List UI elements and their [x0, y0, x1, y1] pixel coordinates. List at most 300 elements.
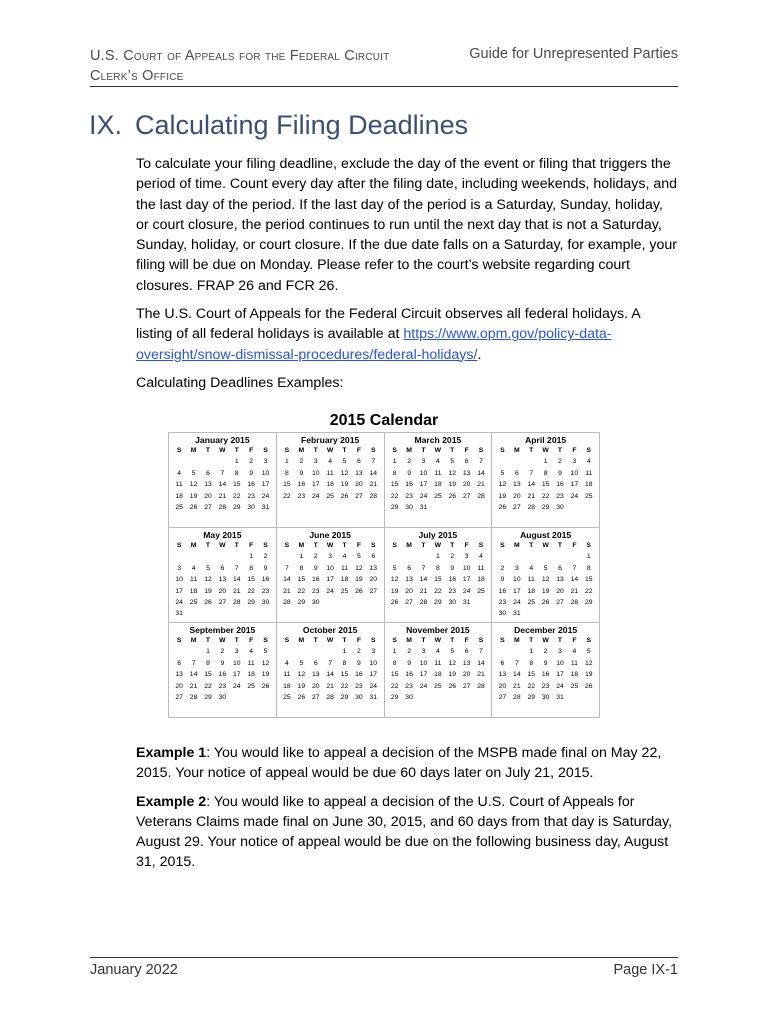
calendar-week [280, 563, 381, 574]
calendar-week [280, 597, 381, 608]
month-name: July 2015 [418, 530, 458, 540]
calendar-day: 28 [477, 682, 485, 690]
month-name: February 2015 [300, 435, 360, 445]
calendar-day: 18 [247, 671, 255, 679]
calendar-day [230, 608, 244, 619]
calendar-2015 [168, 410, 600, 718]
calendar-day: 2 [407, 458, 411, 466]
weekday-label: T [313, 447, 318, 454]
weekday-header [388, 635, 489, 646]
calendar-day: 5 [299, 659, 304, 667]
calendar-day: 11 [340, 564, 349, 572]
calendar-day: 25 [283, 694, 291, 702]
month-name: January 2015 [195, 435, 250, 445]
calendar-week [388, 491, 489, 502]
calendar-day: 5 [543, 564, 548, 572]
calendar-week [280, 692, 381, 703]
calendar-month [385, 528, 493, 623]
body-text [136, 154, 678, 401]
calendar-day: 16 [261, 576, 270, 584]
calendar-day [280, 646, 294, 657]
calendar-day: 13 [204, 481, 212, 489]
calendar-day: 20 [369, 576, 378, 584]
calendar-day: 23 [261, 587, 270, 595]
calendar-day [567, 551, 581, 562]
calendar-week [280, 491, 381, 502]
calendar-day: 16 [498, 587, 507, 595]
calendar-day: 29 [434, 599, 442, 607]
calendar-day: 12 [448, 659, 457, 667]
calendar-day: 21 [513, 682, 521, 690]
calendar-day: 23 [405, 682, 413, 690]
calendar-day: 23 [556, 492, 564, 500]
weekday-label: T [450, 447, 455, 454]
calendar-day: 13 [369, 564, 378, 572]
calendar-day: 9 [249, 469, 254, 477]
calendar-day: 20 [462, 481, 471, 489]
calendar-day: 10 [570, 469, 579, 477]
calendar-day: 1 [529, 648, 534, 656]
calendar-week [388, 681, 489, 692]
calendar-day: 4 [177, 469, 182, 477]
calendar-day: 13 [498, 671, 507, 679]
calendar-day: 1 [285, 458, 289, 466]
calendar-day: 6 [464, 648, 469, 656]
calendar-day: 4 [586, 458, 591, 466]
calendar-day: 1 [299, 553, 304, 561]
calendar-day: 17 [175, 587, 183, 595]
calendar-day [201, 456, 215, 467]
calendar-day: 3 [514, 564, 519, 572]
calendar-week [172, 646, 273, 657]
calendar-day [553, 608, 567, 619]
calendar-week [280, 574, 381, 585]
calendar-day: 26 [390, 599, 399, 607]
calendar-day [186, 608, 200, 619]
calendar-day [172, 456, 186, 467]
calendar-day: 5 [450, 648, 455, 656]
calendar-day: 14 [232, 576, 241, 584]
calendar-day: 30 [448, 599, 457, 607]
calendar-day: 25 [189, 599, 198, 607]
calendar-day: 31 [513, 610, 521, 618]
calendar-day: 19 [261, 671, 270, 679]
calendar-day: 30 [541, 694, 550, 702]
calendar-week [495, 479, 596, 490]
calendar-day: 14 [477, 469, 485, 477]
calendar-day: 26 [189, 504, 198, 512]
calendar-day: 7 [371, 458, 376, 466]
weekday-label: F [356, 637, 361, 644]
calendar-day: 16 [297, 481, 306, 489]
weekday-header [280, 635, 381, 646]
calendar-day: 27 [311, 694, 320, 702]
month-name: May 2015 [203, 530, 242, 540]
calendar-day: 8 [234, 469, 239, 477]
calendar-day: 6 [313, 659, 318, 667]
calendar-day: 21 [326, 682, 334, 690]
weekday-label: T [234, 447, 239, 454]
calendar-day: 10 [513, 576, 521, 584]
calendar-day: 22 [247, 587, 255, 595]
calendar-day: 26 [355, 587, 363, 595]
calendar-day [524, 456, 538, 467]
calendar-day [388, 551, 402, 562]
calendar-day [431, 502, 445, 513]
calendar-week [495, 669, 596, 680]
calendar-day: 2 [543, 648, 548, 656]
calendar-day: 19 [297, 682, 306, 690]
calendar-week [172, 551, 273, 562]
calendar-day [215, 608, 229, 619]
calendar-day: 20 [405, 587, 413, 595]
calendar-day [337, 597, 351, 608]
calendar-day: 27 [513, 504, 521, 512]
calendar-day: 4 [191, 564, 196, 572]
calendar-week [388, 563, 489, 574]
calendar-day: 2 [299, 458, 304, 466]
calendar-day: 8 [249, 564, 254, 572]
calendar-day: 24 [462, 587, 471, 595]
calendar-day: 4 [572, 648, 577, 656]
calendar-week [388, 646, 489, 657]
calendar-day [538, 551, 552, 562]
calendar-day: 1 [342, 648, 347, 656]
calendar-day: 10 [419, 469, 428, 477]
calendar-day: 15 [247, 576, 255, 584]
calendar-day: 13 [462, 469, 471, 477]
calendar-day: 15 [527, 671, 535, 679]
calendar-day: 19 [448, 481, 457, 489]
calendar-day: 4 [529, 564, 534, 572]
calendar-day: 8 [529, 659, 534, 667]
calendar-day [366, 597, 380, 608]
calendar-day: 25 [585, 492, 593, 500]
header-divider [90, 86, 678, 87]
calendar-day: 30 [556, 504, 564, 512]
header-court-block [90, 46, 389, 86]
calendar-day [524, 608, 538, 619]
weekday-label: T [529, 447, 534, 454]
calendar-day [474, 692, 488, 703]
calendar-day: 12 [340, 469, 349, 477]
calendar-day: 2 [500, 564, 505, 572]
weekday-label: T [557, 542, 563, 549]
holidays-text: The U.S. Court of Appeals for the Federal Circuit observes all federal holidays. A listing of all federal holidays is available at [136, 306, 640, 343]
calendar-day: 24 [232, 682, 241, 690]
calendar-week [172, 491, 273, 502]
calendar-day: 28 [189, 694, 198, 702]
calendar-day [201, 551, 215, 562]
calendar-week [495, 681, 596, 692]
calendar-day: 15 [297, 576, 306, 584]
calendar-day: 9 [500, 576, 505, 584]
calendar-day: 21 [419, 587, 428, 595]
calendar-day: 20 [355, 481, 363, 489]
calendar-day: 31 [175, 610, 183, 618]
calendar-week [172, 658, 273, 669]
calendar-day: 18 [340, 576, 349, 584]
calendar-day: 23 [311, 587, 320, 595]
calendar-day: 18 [434, 481, 442, 489]
weekday-header [280, 540, 381, 551]
weekday-label: S [392, 637, 397, 644]
calendar-day: 2 [357, 648, 361, 656]
weekday-label: S [371, 542, 376, 549]
calendar-day: 7 [191, 659, 196, 667]
weekday-label: S [371, 447, 376, 454]
weekday-label: S [263, 637, 268, 644]
calendar-day: 4 [479, 553, 483, 561]
calendar-day [244, 608, 258, 619]
calendar-day: 28 [477, 492, 485, 500]
calendar-day: 5 [450, 458, 455, 466]
calendar-day: 24 [175, 599, 183, 607]
weekday-label: T [557, 637, 563, 644]
calendar-day: 24 [556, 682, 564, 690]
calendar-day: 24 [311, 492, 320, 500]
calendar-week [172, 563, 273, 574]
calendar-day [474, 597, 488, 608]
calendar-day [567, 502, 581, 513]
calendar-day [445, 692, 459, 703]
calendar-day: 7 [479, 648, 483, 656]
calendar-day: 7 [328, 659, 332, 667]
month-name: December 2015 [514, 625, 578, 635]
calendar-day: 9 [558, 469, 562, 477]
calendar-day [258, 692, 272, 703]
example-2 [136, 792, 678, 873]
weekday-label: S [284, 447, 290, 454]
calendar-week [495, 586, 596, 597]
weekday-label: W [434, 637, 442, 644]
calendar-month [277, 623, 385, 718]
calendar-week [280, 586, 381, 597]
calendar-day [416, 692, 430, 703]
calendar-day: 13 [355, 469, 363, 477]
calendar-day: 30 [247, 504, 255, 512]
calendar-week [495, 608, 596, 619]
weekday-label: M [406, 637, 412, 644]
calendar-day: 29 [247, 599, 255, 607]
calendar-day: 21 [232, 587, 241, 595]
calendar-week [172, 692, 273, 703]
calendar-day: 28 [527, 504, 535, 512]
calendar-day: 25 [175, 504, 183, 512]
calendar-week [172, 502, 273, 513]
calendar-week [172, 681, 273, 692]
calendar-week [280, 468, 381, 479]
calendar-day: 6 [407, 564, 411, 572]
calendar-day: 20 [218, 587, 227, 595]
calendar-day: 2 [313, 553, 318, 561]
calendar-day [416, 551, 430, 562]
calendar-day: 7 [572, 564, 577, 572]
weekday-label: F [356, 447, 361, 454]
calendar-day [201, 608, 215, 619]
calendar-day: 17 [369, 671, 378, 679]
calendar-day [323, 597, 337, 608]
calendar-day: 27 [405, 599, 413, 607]
calendar-day: 27 [498, 694, 507, 702]
calendar-day: 9 [299, 469, 304, 477]
weekday-label: S [500, 542, 505, 549]
calendar-day: 20 [513, 492, 521, 500]
calendar-day: 14 [369, 469, 378, 477]
calendar-day: 18 [477, 576, 485, 584]
calendar-day: 15 [283, 481, 291, 489]
calendar-day: 1 [543, 458, 548, 466]
calendar-day: 16 [218, 671, 227, 679]
calendar-week [172, 597, 273, 608]
calendar-month [169, 433, 277, 528]
calendar-week [495, 563, 596, 574]
calendar-day: 10 [326, 564, 334, 572]
calendar-day: 15 [585, 576, 593, 584]
calendar-week [495, 692, 596, 703]
calendar-week [172, 586, 273, 597]
calendar-day: 17 [419, 671, 428, 679]
calendar-day: 24 [419, 492, 428, 500]
calendar-week [495, 658, 596, 669]
weekday-label: M [298, 637, 305, 644]
calendar-week [388, 597, 489, 608]
weekday-label: T [205, 542, 211, 549]
calendar-day: 6 [464, 458, 469, 466]
weekday-label: F [572, 637, 577, 644]
calendar-day: 4 [328, 458, 332, 466]
calendar-week [388, 658, 489, 669]
weekday-label: W [542, 447, 549, 454]
calendar-day: 26 [541, 599, 550, 607]
calendar-month [492, 528, 600, 623]
calendar-day: 4 [249, 648, 254, 656]
calendar-day [294, 646, 308, 657]
calendar-day: 18 [283, 682, 291, 690]
weekday-label: M [406, 542, 412, 549]
weekday-header [172, 445, 273, 456]
calendar-day: 24 [419, 682, 428, 690]
calendar-day: 17 [326, 576, 334, 584]
calendar-day [567, 692, 581, 703]
calendar-day: 18 [189, 587, 198, 595]
calendar-day: 19 [189, 492, 198, 500]
calendar-day: 28 [283, 599, 291, 607]
calendar-day: 23 [247, 492, 255, 500]
weekday-label: S [284, 542, 290, 549]
calendar-day: 21 [570, 587, 579, 595]
calendar-month [277, 528, 385, 623]
calendar-day: 24 [369, 682, 378, 690]
calendar-day: 20 [311, 682, 320, 690]
calendar-day: 13 [556, 576, 564, 584]
calendar-day: 9 [313, 564, 318, 572]
calendar-day [495, 456, 509, 467]
weekday-label: T [421, 447, 426, 454]
calendar-day: 29 [340, 694, 349, 702]
weekday-label: F [464, 637, 469, 644]
calendar-day: 12 [541, 576, 550, 584]
calendar-day: 3 [421, 648, 426, 656]
calendar-day: 3 [421, 458, 426, 466]
calendar-day: 12 [498, 481, 507, 489]
examples-section [136, 743, 678, 881]
weekday-label: T [313, 637, 318, 644]
calendar-day: 19 [585, 671, 593, 679]
calendar-day: 24 [570, 492, 579, 500]
footer-date: January 2022 [90, 962, 178, 978]
chapter-title: Calculating Filing Deadlines [135, 110, 469, 140]
calendar-day: 2 [249, 458, 254, 466]
calendar-day: 30 [405, 694, 413, 702]
calendar-day: 25 [247, 682, 255, 690]
calendar-day: 30 [311, 599, 320, 607]
calendar-day: 2 [407, 648, 411, 656]
calendar-day: 10 [369, 659, 378, 667]
example-1 [136, 743, 678, 784]
calendar-day: 20 [175, 682, 183, 690]
calendar-day: 8 [285, 469, 289, 477]
weekday-header [280, 445, 381, 456]
weekday-label: M [190, 542, 197, 549]
weekday-label: S [478, 542, 484, 549]
calendar-day: 4 [435, 458, 440, 466]
calendar-day [323, 646, 337, 657]
calendar-day: 11 [477, 564, 485, 572]
calendar-day: 11 [434, 659, 442, 667]
calendar-month [492, 433, 600, 528]
calendar-week [388, 574, 489, 585]
calendar-day: 3 [371, 648, 376, 656]
calendar-day: 7 [285, 564, 289, 572]
calendar-week [388, 551, 489, 562]
calendar-day: 31 [462, 599, 471, 607]
calendar-day [402, 551, 416, 562]
calendar-day: 10 [261, 469, 270, 477]
footer-divider [90, 957, 678, 958]
calendar-day: 22 [283, 492, 291, 500]
calendar-day [459, 692, 473, 703]
calendar-day: 25 [326, 492, 334, 500]
example-1-label: Example 1 [136, 745, 207, 761]
calendar-day: 10 [419, 659, 428, 667]
calendar-day [495, 646, 509, 657]
calendar-day: 3 [313, 458, 318, 466]
calendar-day: 13 [311, 671, 320, 679]
calendar-day: 22 [340, 682, 349, 690]
calendar-day: 1 [206, 648, 210, 656]
weekday-label: S [176, 637, 182, 644]
calendar-day: 25 [527, 599, 535, 607]
weekday-label: M [298, 542, 305, 549]
weekday-label: S [263, 542, 268, 549]
federal-holidays-link[interactable]: https://www.opm.gov/policy-data-oversight/snow-dismissal-procedures/federal-holidays/ [136, 326, 612, 363]
month-name: April 2015 [525, 435, 567, 445]
calendar-day: 5 [263, 648, 268, 656]
calendar-day: 14 [477, 659, 485, 667]
calendar-day [459, 502, 473, 513]
calendar-day: 25 [434, 492, 442, 500]
calendar-day: 30 [498, 610, 507, 618]
calendar-month [385, 623, 493, 718]
month-name: October 2015 [302, 625, 358, 635]
header-court-name: U.S. Court of Appeals for the Federal Circuit [90, 48, 390, 64]
weekday-label: F [249, 447, 254, 454]
calendar-day: 11 [175, 481, 183, 489]
calendar-day: 29 [390, 694, 399, 702]
calendar-day: 9 [263, 564, 268, 572]
calendar-day: 28 [369, 492, 378, 500]
